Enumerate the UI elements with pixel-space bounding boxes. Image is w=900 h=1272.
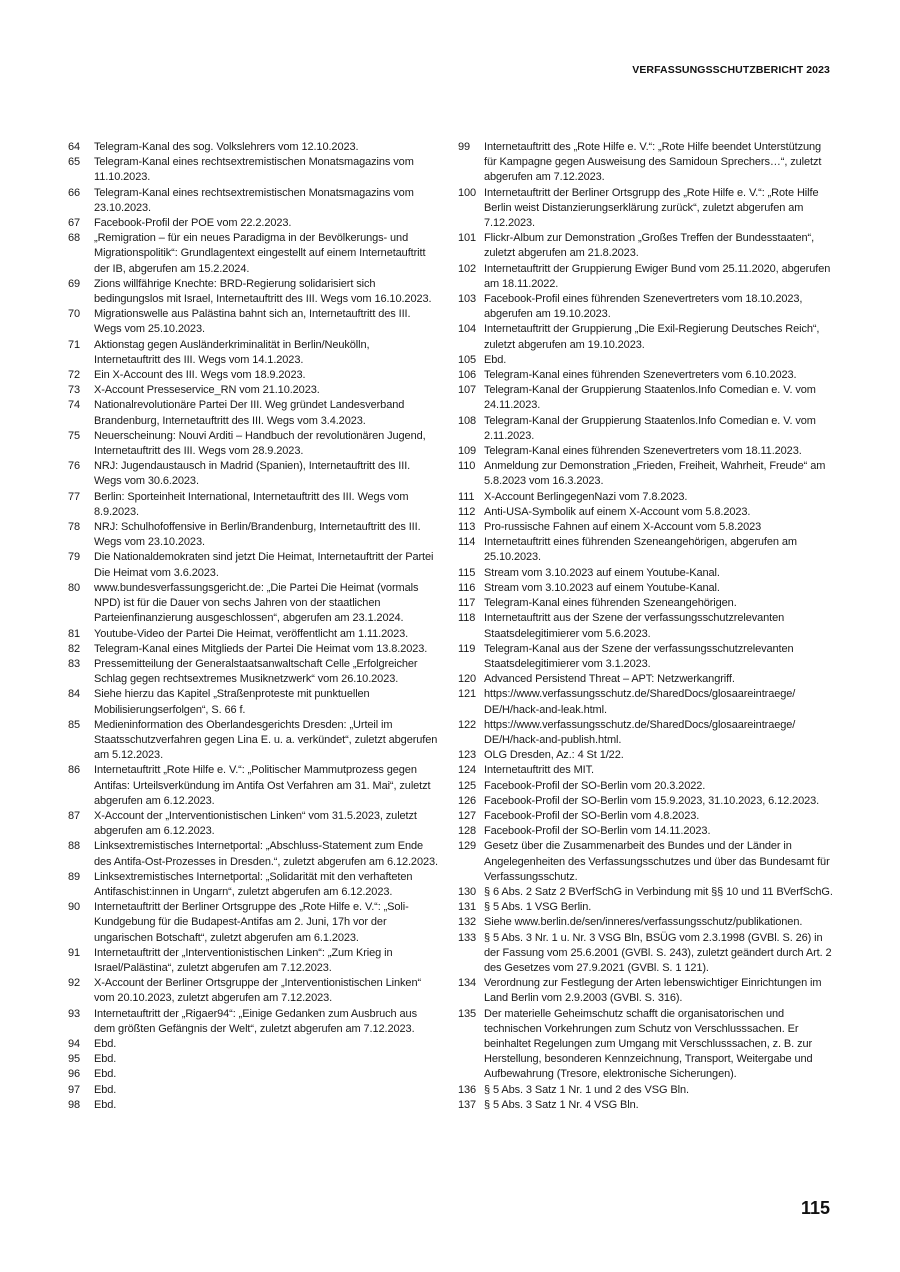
footnote bbox=[458, 1098, 836, 1113]
footnote-number: 99 bbox=[458, 141, 471, 153]
footnote bbox=[458, 809, 836, 824]
footnote bbox=[458, 505, 836, 520]
footnote bbox=[458, 779, 836, 794]
footnote bbox=[458, 885, 836, 900]
footnote bbox=[458, 353, 836, 368]
footnote-number: 82 bbox=[68, 642, 81, 655]
footnote bbox=[458, 1083, 836, 1098]
footnote-number: 88 bbox=[68, 840, 81, 853]
footnote bbox=[68, 277, 438, 307]
footnote-text: www.bundesverfassungsgericht.de: „Die Partei Die Heimat (vormals NPD) ist für die Dauer von sechs Jahren von der staatlichen Parteienfinanzierung ausgeschlossen“, abgerufen am 23.1.2024. bbox=[94, 581, 419, 625]
footnote-text: Aktionstag gegen Ausländerkriminalität in Berlin/Neukölln, Internetauftritt des III. Wegs vom 14.1.2023. bbox=[94, 338, 370, 366]
footnote bbox=[68, 642, 438, 657]
footnote-text: Ebd. bbox=[484, 353, 507, 366]
footnote bbox=[458, 794, 836, 809]
footnote bbox=[458, 718, 836, 748]
footnote bbox=[68, 839, 438, 869]
footnote-number: 83 bbox=[68, 657, 81, 670]
footnote-text: Internetauftritt der Gruppierung „Die Exil-Regierung Deutsches Reich“, zuletzt abgerufen am 19.10.2023. bbox=[484, 323, 820, 351]
footnote-text: NRJ: Schulhofoffensive in Berlin/Brandenburg, Internetauftritt des III. Wegs vom 23.10.2023. bbox=[94, 521, 421, 549]
footnote-text: Anti-USA-Symbolik auf einem X-Account vom 5.8.2023. bbox=[484, 505, 751, 518]
footnote bbox=[68, 870, 438, 900]
footnote-text: Pro-russische Fahnen auf einem X-Account vom 5.8.2023 bbox=[484, 521, 762, 534]
footnote-text: Telegram-Kanal der Gruppierung Staatenlos.Info Comedian e. V. vom 2.11.2023. bbox=[484, 414, 816, 442]
footnote-number: 137 bbox=[458, 1098, 477, 1111]
footnote-text: „Remigration – für ein neues Paradigma in der Bevölkerungs- und Migrationspolitik“: Grundlagentext eingestellt auf einem Internetauftritt der IB, abgerufen am 15.2.2024. bbox=[94, 232, 426, 275]
footnote-text: Internetauftritt des „Rote Hilfe e. V.“: „Rote Hilfe beendet Unterstützung für Kampagne gegen Ausweisung des Samidoun Sprechers…“, zuletzt abgerufen am 7.12.2023. bbox=[484, 141, 822, 184]
footnote-text: Advanced Persistend Threat – APT: Netzwerkangriff. bbox=[484, 673, 735, 686]
footnotes-left-column bbox=[68, 140, 438, 1113]
footnote-number: 130 bbox=[458, 885, 477, 898]
footnote-text: Telegram-Kanal der Gruppierung Staatenlos.Info Comedian e. V. vom 24.11.2023. bbox=[484, 384, 816, 412]
footnote-number: 129 bbox=[458, 840, 477, 853]
footnote bbox=[458, 900, 836, 915]
footnote-number: 64 bbox=[68, 141, 81, 153]
footnote-text: Facebook-Profil der POE vom 22.2.2023. bbox=[94, 217, 292, 230]
footnote-number: 105 bbox=[458, 353, 477, 366]
footnote bbox=[458, 292, 836, 322]
footnote-text: Facebook-Profil der SO-Berlin vom 4.8.2023. bbox=[484, 809, 700, 822]
footnote-text: Internetauftritt „Rote Hilfe e. V.“: „Politischer Mammutprozess gegen Antifas: Urteilsverkündung im Antifa Ost Verfahren am 31. Mai“, zuletzt abgerufen am 6.12.2023. bbox=[94, 764, 431, 807]
footnote-number: 93 bbox=[68, 1007, 81, 1020]
footnote bbox=[68, 459, 438, 489]
running-header: VERFASSUNGSSCHUTZBERICHT 2023 bbox=[632, 64, 830, 76]
footnote bbox=[68, 368, 438, 383]
footnote bbox=[458, 140, 836, 186]
footnote-text: Facebook-Profil der SO-Berlin vom 15.9.2023, 31.10.2023, 6.12.2023. bbox=[484, 794, 820, 807]
footnote-text: Telegram-Kanal eines rechtsextremistischen Monatsmagazins vom 11.10.2023. bbox=[94, 156, 414, 184]
footnote-number: 136 bbox=[458, 1083, 477, 1096]
footnote bbox=[458, 611, 836, 641]
footnote-text: § 5 Abs. 3 Satz 1 Nr. 4 VSG Bln. bbox=[484, 1098, 639, 1111]
footnote-number: 126 bbox=[458, 794, 477, 807]
footnote-text: Ein X-Account des III. Wegs vom 18.9.2023. bbox=[94, 369, 306, 382]
footnote-number: 67 bbox=[68, 217, 81, 230]
footnote-text: Internetauftritt der „Rigaer94“: „Einige Gedanken zum Ausbruch aus dem größten Gefängnis der Welt“, zuletzt abgerufen am 7.12.2023. bbox=[94, 1007, 417, 1035]
footnote-number: 65 bbox=[68, 156, 81, 169]
footnote bbox=[68, 1083, 438, 1098]
footnote bbox=[458, 915, 836, 930]
footnote-number: 92 bbox=[68, 977, 81, 990]
footnote-text: Migrationswelle aus Palästina bahnt sich an, Internetauftritt des III. Wegs vom 25.10.2023. bbox=[94, 308, 411, 336]
footnote bbox=[68, 231, 438, 277]
footnote-text: Internetauftritt der Berliner Ortsgrupp des „Rote Hilfe e. V.“: „Rote Hilfe Berlin weist Distanzierungserklärung zurück“, zuletzt abgerufen am 7.12.2023. bbox=[484, 186, 819, 230]
footnote bbox=[68, 338, 438, 368]
footnote-text: Medieninformation des Oberlandesgerichts Dresden: „Urteil im Staatsschutzverfahren gegen Lina E. u. a. verkündet“, zuletzt abgerufen am 5.12.2023. bbox=[94, 718, 438, 762]
footnote-text: Telegram-Kanal eines führenden Szeneangehörigen. bbox=[484, 597, 737, 610]
footnote-text: Anmeldung zur Demonstration „Frieden, Freiheit, Wahrheit, Freude“ am 5.8.2023 vom 16.3.2023. bbox=[484, 460, 826, 488]
footnote bbox=[68, 398, 438, 428]
footnote bbox=[68, 1037, 438, 1052]
footnote-number: 110 bbox=[458, 460, 476, 473]
footnote-number: 123 bbox=[458, 749, 477, 762]
footnote bbox=[68, 186, 438, 216]
footnote-text: Linksextremistisches Internetportal: „Abschluss-Statement zum Ende des Antifa-Ost-Prozesses in Dresden.“, zuletzt abgerufen am 6.12.2023. bbox=[94, 840, 438, 868]
footnote-number: 86 bbox=[68, 764, 81, 777]
footnote bbox=[458, 839, 836, 885]
footnote bbox=[68, 550, 438, 580]
footnote bbox=[68, 627, 438, 642]
footnote bbox=[458, 596, 836, 611]
footnote bbox=[68, 429, 438, 459]
footnote-number: 122 bbox=[458, 718, 477, 731]
footnote-number: 125 bbox=[458, 779, 477, 792]
footnote-text: Telegram-Kanal eines führenden Szenevertreters vom 18.11.2023. bbox=[484, 445, 802, 458]
footnote-number: 103 bbox=[458, 293, 477, 306]
footnote-text: Facebook-Profil der SO-Berlin vom 14.11.2023. bbox=[484, 825, 711, 838]
footnote-number: 119 bbox=[458, 642, 476, 655]
footnote-number: 78 bbox=[68, 521, 81, 534]
footnote-text: Internetauftritt eines führenden Szeneangehörigen, abgerufen am 25.10.2023. bbox=[484, 536, 797, 564]
footnote bbox=[68, 657, 438, 687]
footnote-number: 87 bbox=[68, 809, 81, 822]
footnote bbox=[458, 763, 836, 778]
footnote-number: 112 bbox=[458, 505, 476, 518]
footnote-number: 69 bbox=[68, 277, 81, 290]
footnote-text: Stream vom 3.10.2023 auf einem Youtube-Kanal. bbox=[484, 581, 720, 594]
footnote-number: 81 bbox=[68, 627, 81, 640]
footnote bbox=[68, 687, 438, 717]
footnote-number: 121 bbox=[458, 688, 477, 701]
footnote-number: 68 bbox=[68, 232, 81, 245]
footnote bbox=[458, 459, 836, 489]
footnote bbox=[458, 490, 836, 505]
footnote-number: 76 bbox=[68, 460, 81, 473]
footnote-number: 131 bbox=[458, 901, 477, 914]
footnote-text: X-Account Presseservice_RN vom 21.10.2023. bbox=[94, 384, 320, 397]
footnote-text: Stream vom 3.10.2023 auf einem Youtube-Kanal. bbox=[484, 566, 720, 579]
footnote-text: Telegram-Kanal eines rechtsextremistischen Monatsmagazins vom 23.10.2023. bbox=[94, 186, 414, 214]
footnote-text: OLG Dresden, Az.: 4 St 1/22. bbox=[484, 749, 624, 762]
footnote-text: Internetauftritt des MIT. bbox=[484, 764, 594, 777]
footnote-number: 128 bbox=[458, 825, 477, 838]
footnote-number: 135 bbox=[458, 1007, 477, 1020]
footnote bbox=[68, 718, 438, 764]
footnote bbox=[458, 748, 836, 763]
footnote bbox=[68, 976, 438, 1006]
footnote-number: 134 bbox=[458, 977, 477, 990]
footnote-text: § 5 Abs. 3 Satz 1 Nr. 1 und 2 des VSG Bln. bbox=[484, 1083, 689, 1096]
footnote-text: NRJ: Jugendaustausch in Madrid (Spanien), Internetauftritt des III. Wegs vom 30.6.2023. bbox=[94, 460, 411, 488]
footnote-text: Youtube-Video der Partei Die Heimat, veröffentlicht am 1.11.2023. bbox=[94, 627, 409, 640]
footnote bbox=[458, 322, 836, 352]
footnote bbox=[68, 307, 438, 337]
footnote-text: X-Account der Berliner Ortsgruppe der „Interventionistischen Linken“ vom 20.10.2023, zuletzt abgerufen am 7.12.2023. bbox=[94, 977, 422, 1005]
footnote-text: Ebd. bbox=[94, 1068, 117, 1081]
footnote-text: Ebd. bbox=[94, 1083, 117, 1096]
footnote bbox=[458, 566, 836, 581]
footnote-number: 117 bbox=[458, 597, 476, 610]
footnote-text: Neuerscheinung: Nouvi Arditi – Handbuch der revolutionären Jugend, Internetauftritt des III. Wegs vom 28.9.2023. bbox=[94, 429, 426, 458]
footnote-number: 75 bbox=[68, 429, 81, 442]
footnote bbox=[458, 642, 836, 672]
footnote-number: 100 bbox=[458, 186, 477, 199]
footnote-text: Nationalrevolutionäre Partei Der III. Weg gründet Landesverband Brandenburg, Internetauftritt des III. Wegs vom 3.4.2023. bbox=[94, 399, 405, 427]
footnote bbox=[68, 216, 438, 231]
footnote bbox=[458, 262, 836, 292]
footnote-text: Telegram-Kanal eines Mitglieds der Partei Die Heimat vom 13.8.2023. bbox=[94, 642, 428, 655]
footnote-text: Linksextremistisches Internetportal: „Solidarität mit den verhafteten Antifaschist:innen in Ungarn“, zuletzt abgerufen am 6.12.2023. bbox=[94, 870, 413, 898]
footnote-number: 85 bbox=[68, 718, 81, 731]
footnote bbox=[458, 186, 836, 232]
footnote-number: 132 bbox=[458, 916, 477, 929]
footnote-text: Die Nationaldemokraten sind jetzt Die Heimat, Internetauftritt der Partei Die Heimat vom 3.6.2023. bbox=[94, 551, 434, 579]
footnote-text: Flickr-Album zur Demonstration „Großes Treffen der Bundesstaaten“, zuletzt abgerufen am 21.8.2023. bbox=[484, 232, 815, 260]
footnote-text: Internetauftritt aus der Szene der verfassungsschutzrelevanten Staatsdelegitimierer vom 5.6.2023. bbox=[484, 612, 785, 640]
footnote bbox=[458, 368, 836, 383]
footnote bbox=[68, 520, 438, 550]
footnote-number: 95 bbox=[68, 1053, 81, 1066]
footnote-number: 114 bbox=[458, 536, 476, 549]
footnote-text: Ebd. bbox=[94, 1098, 117, 1111]
footnote bbox=[458, 931, 836, 977]
footnote-number: 96 bbox=[68, 1068, 81, 1081]
footnote bbox=[68, 581, 438, 627]
footnote-number: 127 bbox=[458, 809, 477, 822]
footnote-number: 109 bbox=[458, 445, 477, 458]
footnote-number: 116 bbox=[458, 581, 476, 594]
footnote-number: 106 bbox=[458, 369, 477, 382]
footnote bbox=[458, 1007, 836, 1083]
footnote-text: Gesetz über die Zusammenarbeit des Bundes und der Länder in Angelegenheiten des Verfassungsschutzes und über das Bundesamt für Verfassungsschutz. bbox=[484, 840, 830, 883]
footnote-number: 77 bbox=[68, 490, 81, 503]
footnote bbox=[68, 809, 438, 839]
footnote-number: 108 bbox=[458, 414, 477, 427]
footnote-number: 97 bbox=[68, 1083, 81, 1096]
footnote-number: 98 bbox=[68, 1098, 81, 1111]
footnote-text: Zions willfährige Knechte: BRD-Regierung solidarisiert sich bedingungslos mit Israel, Internetauftritt des III. Wegs vom 16.10.2023. bbox=[94, 277, 432, 306]
footnote-number: 118 bbox=[458, 612, 476, 625]
footnote-text: X-Account der „Interventionistischen Linken“ vom 31.5.2023, zuletzt abgerufen am 6.12.2023. bbox=[94, 809, 417, 838]
footnote-number: 104 bbox=[458, 323, 477, 336]
footnote-number: 70 bbox=[68, 308, 81, 321]
footnote-text: Telegram-Kanal eines führenden Szenevertreters vom 6.10.2023. bbox=[484, 369, 797, 382]
footnote bbox=[458, 824, 836, 839]
footnote bbox=[68, 490, 438, 520]
footnote bbox=[458, 414, 836, 444]
footnote bbox=[68, 140, 438, 155]
footnote-number: 71 bbox=[68, 338, 81, 351]
footnote-number: 120 bbox=[458, 673, 477, 686]
footnote-text: Internetauftritt der „Interventionistischen Linken“: „Zum Krieg in Israel/Palästina“, zuletzt abgerufen am 7.12.2023. bbox=[94, 946, 393, 974]
footnotes-right-column bbox=[458, 140, 836, 1113]
footnote bbox=[68, 763, 438, 809]
footnote bbox=[68, 1007, 438, 1037]
footnote bbox=[458, 520, 836, 535]
footnote-number: 107 bbox=[458, 384, 477, 397]
footnote-number: 90 bbox=[68, 901, 81, 914]
footnote-text: Internetauftritt der Berliner Ortsgruppe des „Rote Hilfe e. V.“: „Soli-Kundgebung für die Budapest-Antifas am 2. Juni, 17h vor der ungarischen Botschaft“, zuletzt abgerufen am 6.1.2023. bbox=[94, 901, 409, 944]
footnote-text: https://www.verfassungsschutz.de/SharedDocs/glosaareintraege/ DE/H/hack-and-leak.html. bbox=[484, 688, 796, 716]
footnote-text: Facebook-Profil eines führenden Szenevertreters vom 18.10.2023, abgerufen am 19.10.2023. bbox=[484, 293, 803, 321]
footnote-text: Pressemitteilung der Generalstaatsanwaltschaft Celle „Erfolgreicher Schlag gegen rechtsextremes Musiknetzwerk“ vom 26.10.2023. bbox=[94, 657, 418, 686]
footnote-text: X-Account BerlingegenNazi vom 7.8.2023. bbox=[484, 490, 688, 503]
footnote-number: 101 bbox=[458, 232, 477, 245]
footnote-number: 66 bbox=[68, 186, 81, 199]
footnote-text: Verordnung zur Festlegung der Arten lebenswichtiger Einrichtungen im Land Berlin vom 2.9.2003 (GVBl. S. 316). bbox=[484, 977, 822, 1005]
footnote bbox=[68, 383, 438, 398]
footnote-text: § 6 Abs. 2 Satz 2 BVerfSchG in Verbindung mit §§ 10 und 11 BVerfSchG. bbox=[484, 885, 833, 898]
footnote bbox=[68, 155, 438, 185]
footnote-number: 91 bbox=[68, 946, 81, 959]
footnote-number: 115 bbox=[458, 566, 476, 579]
footnote bbox=[458, 581, 836, 596]
footnote-number: 111 bbox=[458, 490, 475, 503]
footnote-text: Ebd. bbox=[94, 1037, 117, 1050]
footnote-number: 74 bbox=[68, 399, 81, 412]
footnote bbox=[458, 231, 836, 261]
footnote-text: Siehe hierzu das Kapitel „Straßenproteste mit punktuellen Mobilisierungserfolgen“, S. 66 f. bbox=[94, 688, 370, 716]
footnote bbox=[458, 535, 836, 565]
footnote-number: 133 bbox=[458, 931, 477, 944]
footnote-number: 102 bbox=[458, 262, 477, 275]
footnote-number: 80 bbox=[68, 581, 81, 594]
footnote bbox=[458, 444, 836, 459]
footnote-number: 89 bbox=[68, 870, 81, 883]
footnote-text: Siehe www.berlin.de/sen/inneres/verfassungsschutz/publikationen. bbox=[484, 916, 803, 929]
footnote-text: Ebd. bbox=[94, 1053, 117, 1066]
footnote-text: Telegram-Kanal aus der Szene der verfassungsschutzrelevanten Staatsdelegitimierer vom 3.1.2023. bbox=[484, 642, 794, 670]
footnote-text: Internetauftritt der Gruppierung Ewiger Bund vom 25.11.2020, abgerufen am 18.11.2022. bbox=[484, 262, 831, 290]
footnote-number: 84 bbox=[68, 688, 81, 701]
footnote bbox=[458, 687, 836, 717]
footnote-text: § 5 Abs. 3 Nr. 1 u. Nr. 3 VSG Bln, BSÜG vom 2.3.1998 (GVBl. S. 26) in der Fassung vom 25.6.2001 (GVBl. S. 243), zuletzt geändert durch Art. 2 des Gesetzes vom 27.9.2021 (GVBl. S. 1 121). bbox=[484, 931, 832, 974]
footnote-text: Telegram-Kanal des sog. Volkslehrers vom 12.10.2023. bbox=[94, 141, 359, 153]
footnote bbox=[68, 946, 438, 976]
footnote bbox=[458, 672, 836, 687]
footnote-number: 73 bbox=[68, 384, 81, 397]
page-number: 115 bbox=[800, 1198, 830, 1218]
footnote-text: Berlin: Sporteinheit International, Internetauftritt des III. Wegs vom 8.9.2023. bbox=[94, 490, 409, 518]
footnote-number: 124 bbox=[458, 764, 477, 777]
footnote-number: 94 bbox=[68, 1037, 81, 1050]
footnote-number: 79 bbox=[68, 551, 81, 564]
footnote bbox=[68, 900, 438, 946]
footnote bbox=[68, 1098, 438, 1113]
footnote bbox=[68, 1052, 438, 1067]
footnote bbox=[458, 976, 836, 1006]
footnote-number: 72 bbox=[68, 369, 81, 382]
footnote-text: Facebook-Profil der SO-Berlin vom 20.3.2022. bbox=[484, 779, 706, 792]
footnote-text: https://www.verfassungsschutz.de/SharedDocs/glosaareintraege/ DE/H/hack-and-publish.html. bbox=[484, 718, 796, 746]
footnote bbox=[458, 383, 836, 413]
footnote-number: 113 bbox=[458, 521, 476, 534]
footnote bbox=[68, 1067, 438, 1082]
footnote-text: § 5 Abs. 1 VSG Berlin. bbox=[484, 901, 592, 914]
footnote-text: Der materielle Geheimschutz schafft die organisatorischen und technischen Vorkehrungen zum Schutz von Verschlusssachen. Er beinhaltet Regelungen zum Umgang mit Verschlusssachen, z. B. zur Herstellung, besonderen Kennzeichnung, Transport, Weitergabe und Aufbewahrung (Tresore, elektronische Sicherungen). bbox=[484, 1007, 813, 1081]
